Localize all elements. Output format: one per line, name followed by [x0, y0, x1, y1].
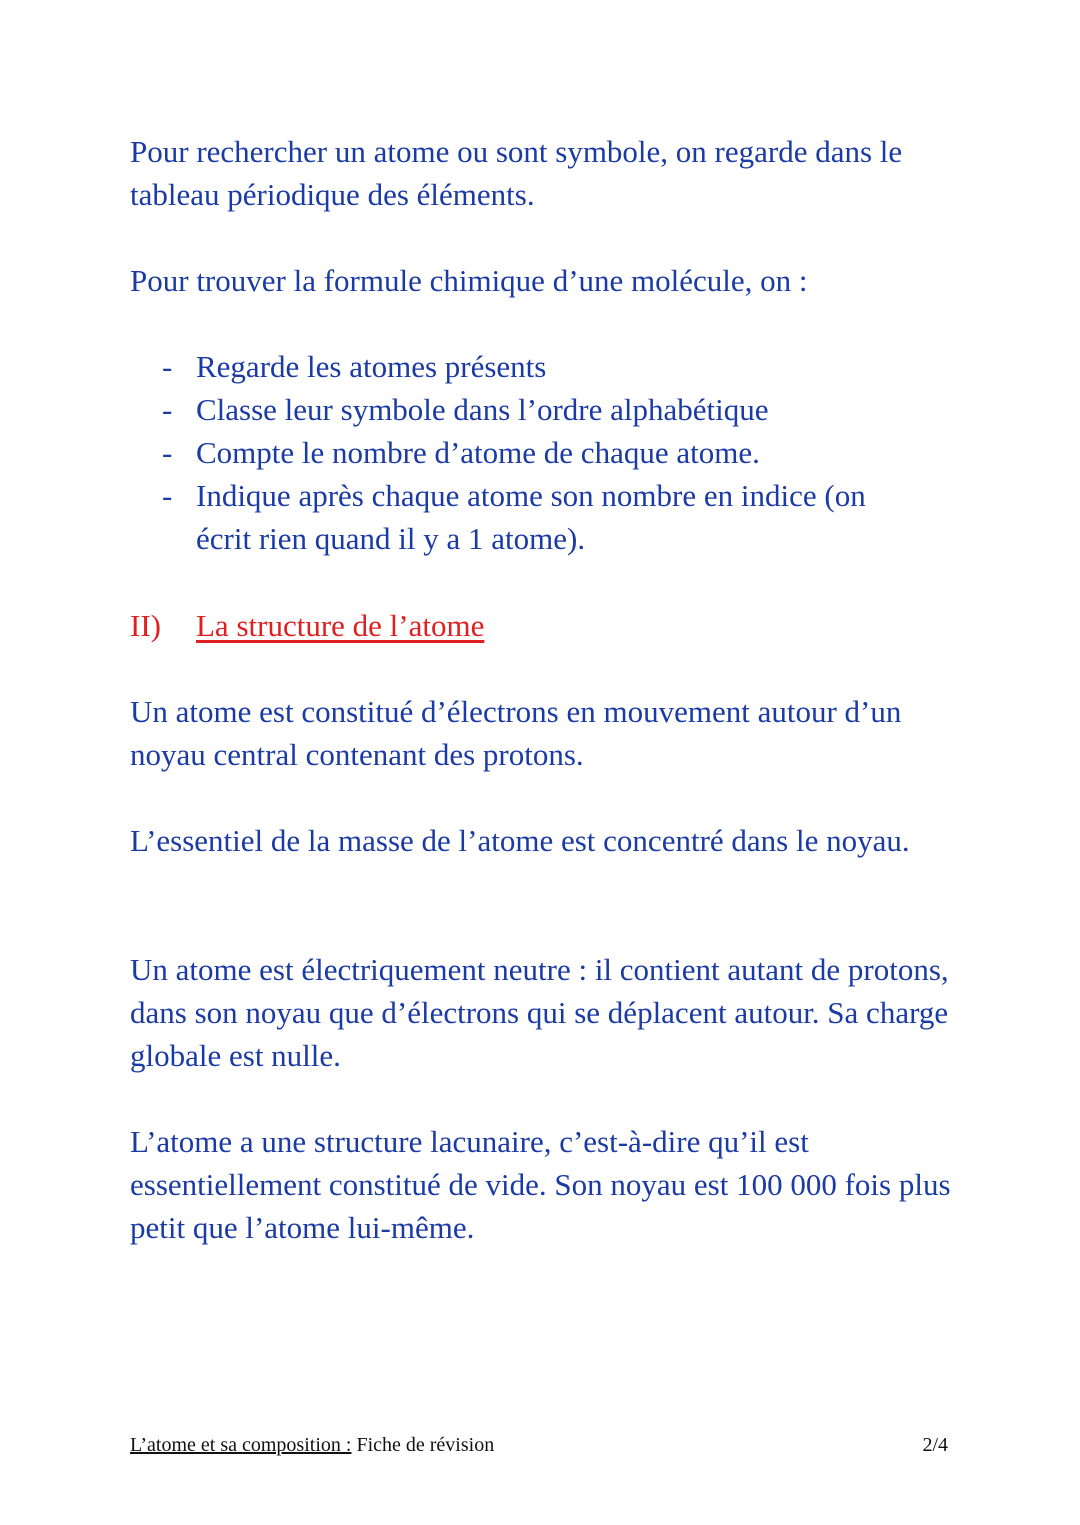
- paragraph-formula-intro: Pour trouver la formule chimique d’une molécule, on :: [130, 263, 808, 298]
- bullet-dash: -: [162, 435, 173, 470]
- list-item-text: Regarde les atomes présents: [196, 349, 547, 384]
- paragraph-periodic-table: Pour rechercher un atome ou sont symbole, on regarde dans le tableau périodique des éléments.: [130, 134, 903, 212]
- page-footer: [130, 1432, 948, 1458]
- list-item: [160, 345, 920, 388]
- list-item: [160, 388, 920, 431]
- page-number: 2/4: [922, 1434, 948, 1456]
- paragraph-atom-composition: Un atome est constitué d’électrons en mouvement autour d’un noyau central contenant des protons.: [130, 694, 902, 772]
- list-item-text: Compte le nombre d’atome de chaque atome.: [196, 435, 760, 470]
- bullet-dash: -: [162, 349, 173, 384]
- steps-list: [160, 345, 920, 560]
- list-item: [160, 431, 920, 474]
- bullet-dash: -: [162, 392, 173, 427]
- section-title: La structure de l’atome: [196, 608, 485, 643]
- list-item-text: Classe leur symbole dans l’ordre alphabétique: [196, 392, 769, 427]
- list-item-text: Indique après chaque atome son nombre en indice (on écrit rien quand il y a 1 atome).: [196, 478, 866, 556]
- footer-doc-subtitle: Fiche de révision: [351, 1434, 495, 1456]
- paragraph-mass-nucleus: L’essentiel de la masse de l’atome est concentré dans le noyau.: [130, 823, 910, 858]
- section-number: II): [130, 608, 161, 643]
- section-heading: [130, 604, 484, 647]
- bullet-dash: -: [162, 478, 173, 513]
- list-item: [160, 474, 920, 560]
- paragraph-neutral-charge: Un atome est électriquement neutre : il contient autant de protons, dans son noyau que d’électrons qui se déplacent autour. Sa charge globale est nulle.: [130, 952, 949, 1073]
- footer-doc-title: L’atome et sa composition :: [130, 1434, 352, 1456]
- paragraph-lacunar-structure: L’atome a une structure lacunaire, c’est-à-dire qu’il est essentiellement constitué de vide. Son noyau est 100 000 fois plus petit que l’atome lui-même.: [130, 1124, 951, 1245]
